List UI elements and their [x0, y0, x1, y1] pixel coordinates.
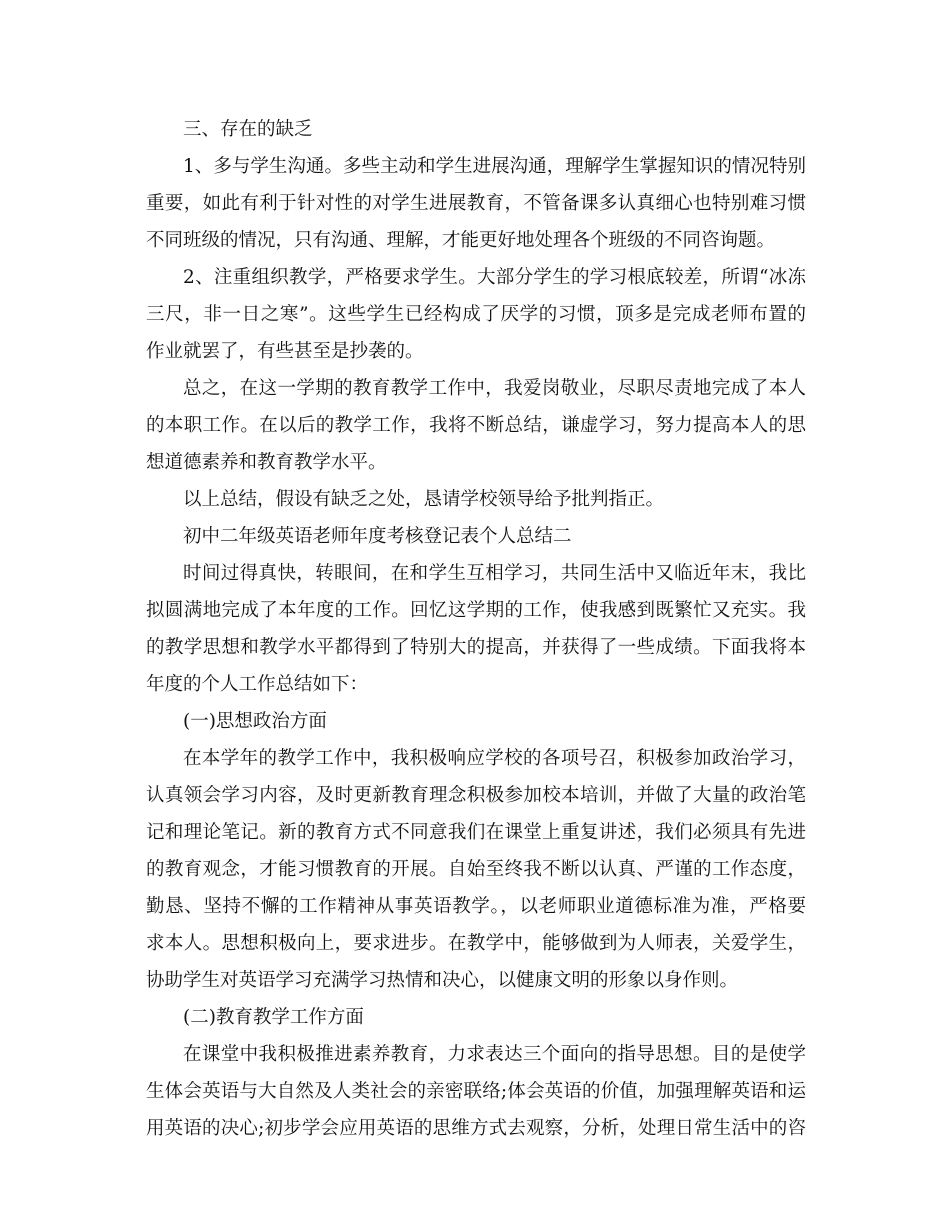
text-line: 在课堂中我积极推进素养教育，力求表达三个面向的指导思想。目的是使学	[183, 1044, 806, 1065]
text-line: 年度的个人工作总结如下：	[146, 674, 369, 695]
text-line: 勤恳、坚持不懈的工作精神从事英语教学。，以老师职业道德标准为准，严格要	[146, 896, 806, 917]
text-line: (一)思想政治方面	[183, 711, 327, 732]
text-line: 在本学年的教学工作中，我积极响应学校的各项号召，积极参加政治学习，	[183, 748, 806, 769]
text-line: 时间过得真快，转眼间，在和学生互相学习，共同生活中又临近年末，我比	[183, 563, 806, 584]
text-line: 总之，在这一学期的教育教学工作中，我爱岗敬业，尽职尽责地完成了本人	[183, 378, 806, 399]
text-line: 的本职工作。在以后的教学工作，我将不断总结，谦虚学习，努力提高本人的思	[146, 415, 806, 436]
paragraph-conclusion	[146, 370, 806, 481]
text-line: 三、存在的缺乏	[183, 119, 313, 140]
section-heading-shortcomings	[146, 111, 806, 148]
text-line: 协助学生对英语学习充满学习热情和决心，以健康文明的形象以身作则。	[146, 970, 739, 991]
paragraph-ideology	[146, 740, 806, 999]
text-line: (二)教育教学工作方面	[183, 1007, 364, 1028]
text-line: 2、注重组织教学，严格要求学生。大部分学生的学习根底较差，所谓“冰冻	[183, 267, 806, 288]
paragraph-closing	[146, 481, 806, 518]
text-line: 用英语的决心;初步学会应用英语的思维方式去观察，分析，处理日常生活中的咨	[146, 1118, 806, 1139]
paragraph-communication	[146, 148, 806, 259]
text-line: 不同班级的情况，只有沟通、理解，才能更好地处理各个班级的不同咨询题。	[146, 230, 776, 251]
text-line: 的教学思想和教学水平都得到了特别大的提高，并获得了一些成绩。下面我将本	[146, 637, 806, 658]
text-line: 1、多与学生沟通。多些主动和学生进展沟通，理解学生掌握知识的情况特别	[183, 156, 806, 177]
paragraph-organize-teaching	[146, 259, 806, 370]
text-line: 记和理论笔记。新的教育方式不同意我们在课堂上重复讲述，我们必须具有先进	[146, 822, 806, 843]
text-line: 认真领会学习内容，及时更新教育理念积极参加校本培训，并做了大量的政治笔	[146, 785, 806, 806]
section-heading-teaching	[146, 999, 806, 1036]
text-line: 想道德素养和教育教学水平。	[146, 452, 387, 473]
section-heading-ideology	[146, 703, 806, 740]
text-line: 初中二年级英语老师年度考核登记表个人总结二	[183, 526, 572, 547]
summary-two-title	[146, 518, 806, 555]
text-line: 生体会英语与大自然及人类社会的亲密联络;体会英语的价值，加强理解英语和运	[146, 1081, 806, 1102]
text-line: 拟圆满地完成了本年度的工作。回忆这学期的工作，使我感到既繁忙又充实。我	[146, 600, 806, 621]
text-line: 求本人。思想积极向上，要求进步。在教学中，能够做到为人师表，关爱学生，	[146, 933, 806, 954]
text-line: 重要，如此有利于针对性的对学生进展教育，不管备课多认真细心也特别难习惯	[146, 193, 806, 214]
text-line: 的教育观念，才能习惯教育的开展。自始至终我不断以认真、严谨的工作态度，	[146, 859, 806, 880]
paragraph-teaching	[146, 1036, 806, 1147]
text-line: 以上总结，假设有缺乏之处，恳请学校领导给予批判指正。	[183, 489, 665, 510]
document-body	[146, 111, 806, 1147]
paragraph-intro	[146, 555, 806, 703]
text-line: 作业就罢了，有些甚至是抄袭的。	[146, 341, 424, 362]
text-line: 三尺，非一日之寒”。这些学生已经构成了厌学的习惯，顶多是完成老师布置的	[146, 304, 806, 325]
